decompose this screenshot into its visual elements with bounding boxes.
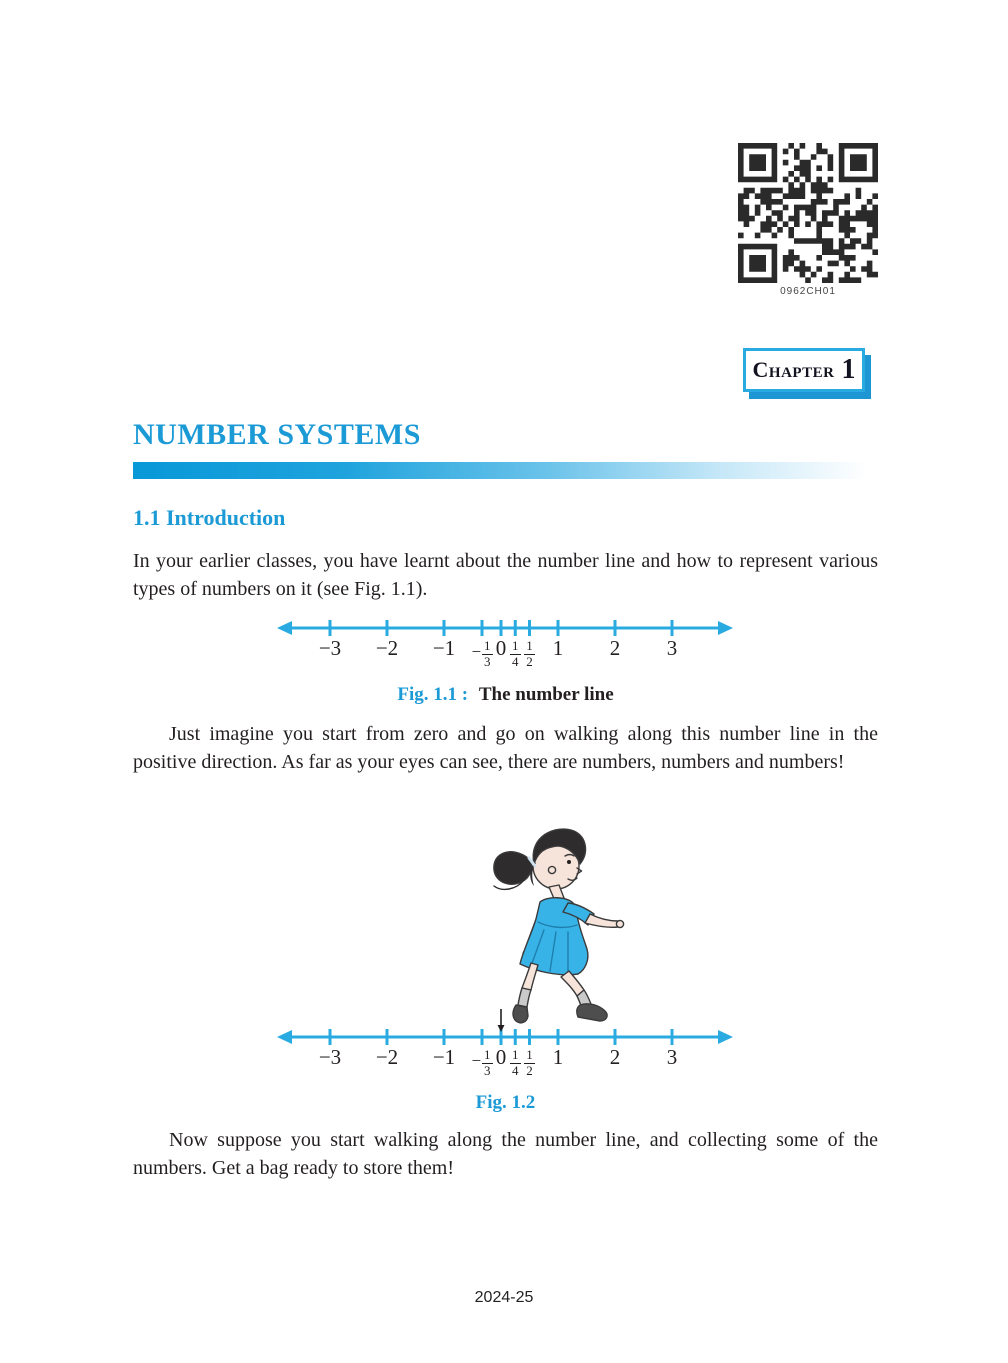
number-line-tick-label: $\frac{1}{2}$ — [526, 1047, 533, 1078]
fig1-caption-text: The number line — [478, 684, 614, 705]
number-line-tick-label: 2 — [609, 636, 621, 660]
number-line-tick-label: 1 — [552, 1045, 564, 1069]
qr-code-image — [738, 143, 878, 283]
number-line-fig2 — [276, 1003, 734, 1093]
number-line-tick-label: − $\frac{1}{3}$ — [471, 638, 491, 669]
number-line-tick-label: −1 — [432, 1045, 456, 1069]
number-line-tick-label: −3 — [318, 636, 342, 660]
fig1-label: Fig. 1.1 : — [397, 684, 469, 705]
number-line-tick-label: $\frac{1}{4}$ — [512, 1047, 519, 1078]
girl-front-arm — [585, 914, 618, 927]
page-title: NUMBER SYSTEMS — [133, 418, 421, 451]
qr-code-block — [738, 143, 878, 297]
fig2-label: Fig. 1.2 — [475, 1092, 536, 1113]
number-line-tick-label: 2 — [609, 1045, 621, 1069]
paragraph-imagine: Just imagine you start from zero and go on walking along this number line in the positive direction. As far as your eyes can see, there are numbers, numbers and numbers! — [133, 723, 878, 773]
number-line-tick-label: −3 — [318, 1045, 342, 1069]
paragraph-intro: In your earlier classes, you have learnt about the number line and how to represent various types of numbers on it (see Fig. 1.1). — [133, 550, 878, 600]
number-line-tick-label: 3 — [666, 1045, 678, 1069]
fig2-caption — [133, 1092, 878, 1114]
number-line-tick-label: − $\frac{1}{3}$ — [471, 1047, 491, 1078]
number-line-tick-label: 3 — [666, 636, 678, 660]
chapter-number: 1 — [841, 354, 856, 385]
number-line-tick-label: 0 — [495, 1045, 507, 1069]
page-footer-year: 2024-25 — [474, 1289, 534, 1306]
number-line-tick-label: $\frac{1}{2}$ — [526, 638, 533, 669]
chapter-badge — [743, 348, 865, 392]
number-line-tick-label: −1 — [432, 636, 456, 660]
number-line-fig1 — [276, 594, 734, 684]
title-gradient-rule — [133, 462, 890, 479]
number-line-tick-label: 1 — [552, 636, 564, 660]
section-heading: 1.1 Introduction — [133, 505, 286, 530]
paragraph-collect: Now suppose you start walking along the number line, and collecting some of the numbers. Get a bag ready to store them! — [133, 1129, 878, 1179]
number-line-tick-label: −2 — [375, 636, 399, 660]
girl-back-leg — [522, 963, 538, 990]
number-line-tick-label: −2 — [375, 1045, 399, 1069]
walking-girl-illustration — [428, 818, 648, 1030]
number-line-tick-label: 0 — [495, 636, 507, 660]
chapter-word: Chapter — [752, 357, 835, 382]
fig1-caption — [133, 684, 878, 706]
qr-caption: 0962CH01 — [780, 286, 836, 297]
girl-ponytail — [494, 852, 532, 885]
number-line-tick-label: $\frac{1}{4}$ — [512, 638, 519, 669]
